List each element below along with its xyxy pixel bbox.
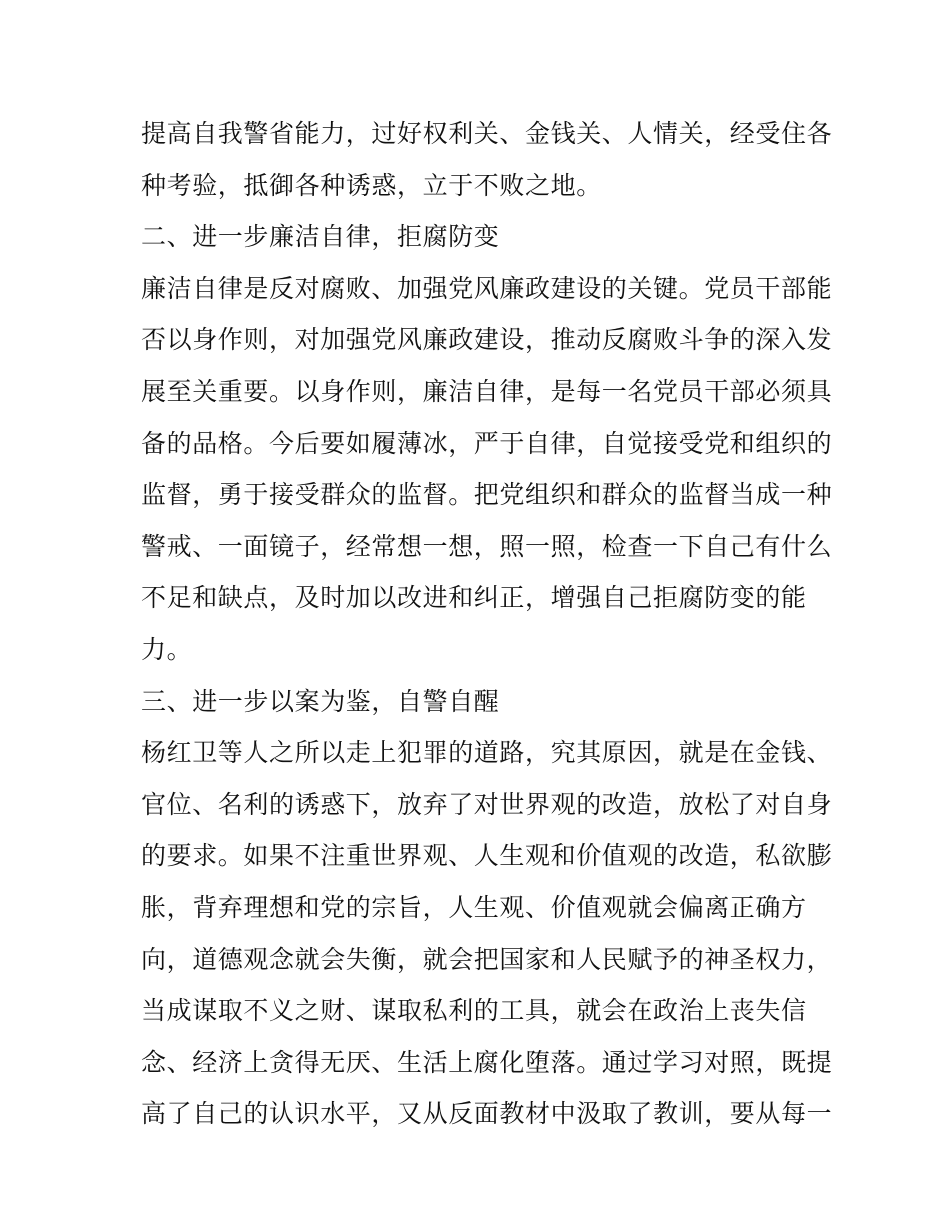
text-line: 力。 — [141, 634, 193, 664]
text-line: 备的品格。今后要如履薄冰，严于自律，自觉接受党和组织的 — [141, 428, 833, 458]
text-line: 杨红卫等人之所以走上犯罪的道路，究其原因，就是在金钱、 — [141, 738, 833, 768]
text-line: 警戒、一面镜子，经常想一想，照一照，检查一下自己有什么 — [141, 531, 833, 561]
text-line: 廉洁自律是反对腐败、加强党风廉政建设的关键。党员干部能 — [141, 273, 833, 303]
text-line: 提高自我警省能力，过好权利关、金钱关、人情关，经受住各 — [141, 119, 833, 148]
text-line: 官位、名利的诱惑下，放弃了对世界观的改造，放松了对自身 — [141, 789, 833, 819]
section-heading: 二、进一步廉洁自律，拒腐防变 — [141, 222, 500, 252]
text-line: 展至关重要。以身作则，廉洁自律，是每一名党员干部必须具 — [141, 376, 833, 406]
text-line: 念、经济上贪得无厌、生活上腐化堕落。通过学习对照，既提 — [141, 1047, 833, 1077]
text-line: 不足和缺点，及时加以改进和纠正，增强自己拒腐防变的能 — [141, 583, 807, 613]
text-line: 胀，背弃理想和党的宗旨，人生观、价值观就会偏离正确方 — [141, 892, 807, 922]
text-line: 向，道德观念就会失衡，就会把国家和人民赋予的神圣权力， — [141, 944, 833, 974]
text-body — [141, 108, 833, 1140]
text-line: 高了自己的认识水平，又从反面教材中汲取了教训，要从每一 — [141, 1099, 833, 1129]
text-line: 种考验，抵御各种诱惑，立于不败之地。 — [141, 170, 602, 200]
text-line: 当成谋取不义之财、谋取私利的工具，就会在政治上丧失信 — [141, 996, 807, 1026]
section-heading: 三、进一步以案为鉴，自警自醒 — [141, 686, 500, 716]
text-line: 监督，勇于接受群众的监督。把党组织和群众的监督当成一种 — [141, 480, 833, 510]
text-line: 否以身作则，对加强党风廉政建设，推动反腐败斗争的深入发 — [141, 325, 833, 355]
text-line: 的要求。如果不注重世界观、人生观和价值观的改造，私欲膨 — [141, 841, 833, 871]
